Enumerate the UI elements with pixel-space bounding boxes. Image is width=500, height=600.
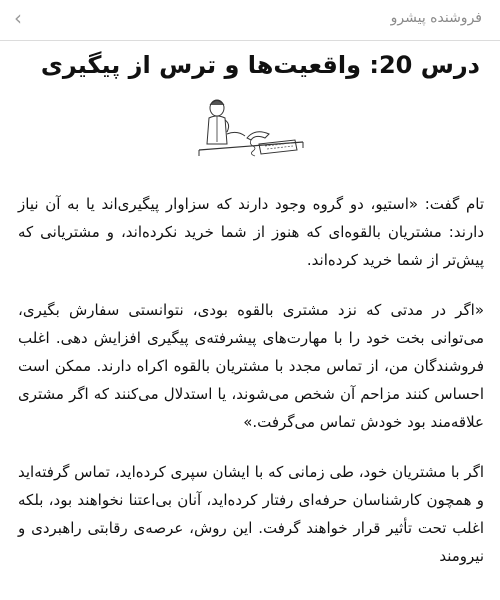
lesson-paragraph: تام گفت: «استیو، دو گروه وجود دارند که سزاوار پیگیری‌اند یا به آن نیاز دارند: مشتریان بالقوه‌ای که هنوز از شما خرید نکرده‌اند، و مشتریانی که پیش‌تر از شما خرید کرده‌اند. <box>18 195 484 269</box>
salesman-with-phone-illustration <box>191 94 311 170</box>
lesson-paragraph: «اگر در مدتی که نزد مشتری بالقوه بودی، نتوانستی سفارش بگیری، می‌توانی بخت خود را با مهارت‌های پیشرفته‌ی پیگیری افزایش دهی. اغلب فروشندگان من، از تماس مجدد با مشتریان بالقوه اکراه دارند. ممکن است احساس کنند مزاحم آن شخص می‌شوند، یا استدلال می‌کنند که اگر مشتری علاقه‌مند بود خودش تماس می‌گرفت.» <box>18 301 484 431</box>
app-title: فروشنده پیشرو <box>390 10 482 26</box>
lesson-content <box>18 48 484 592</box>
lesson-title: درس 20: واقعیت‌ها و ترس از پیگیری <box>40 51 480 79</box>
app-header <box>0 0 500 41</box>
chevron-left-icon[interactable]: ‹ <box>14 6 22 30</box>
lesson-paragraph: اگر با مشتریان خود، طی زمانی که با ایشان سپری کرده‌اید، تماس گرفته‌اید و همچون کارشناسان حرفه‌ای رفتار کرده‌اید، آنان بی‌اعتنا نخواهند بود، بلکه اغلب تحت تأثیر قرار خواهند گرفت. این روش، عرصه‌ی رقابتی راهبردی و نیرومند <box>18 463 484 565</box>
